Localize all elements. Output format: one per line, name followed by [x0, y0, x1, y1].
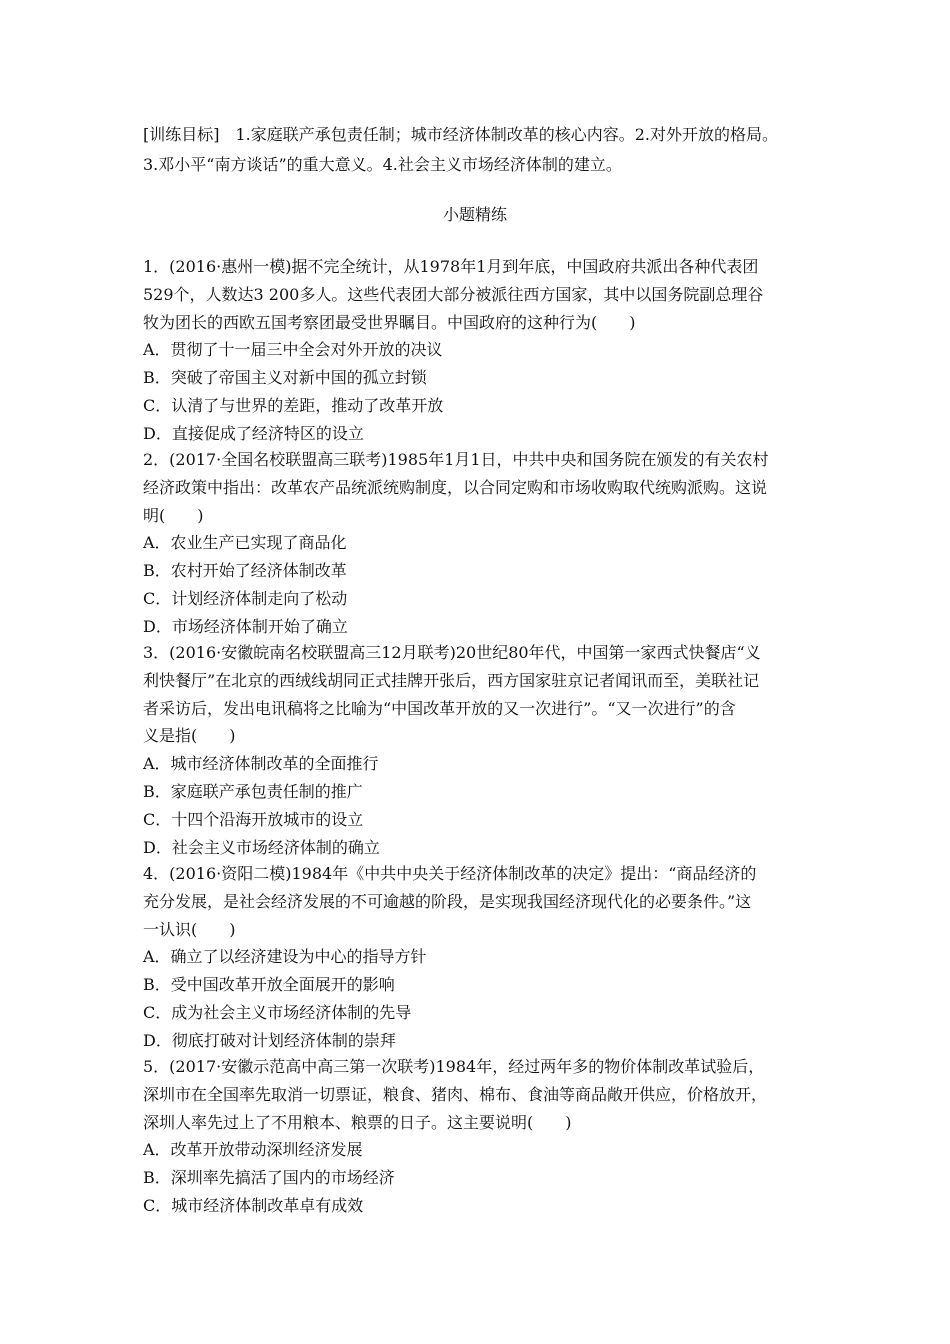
question-3	[143, 643, 823, 865]
option-b: B．受中国改革开放全面展开的影响	[143, 975, 395, 995]
question-stem-line: 经济政策中指出：改革农产品统派统购制度，以合同定购和市场收购取代统购派购。这说	[143, 477, 768, 497]
option-d: D．彻底打破对计划经济体制的崇拜	[143, 1030, 396, 1050]
option-a: A．改革开放带动深圳经济发展	[143, 1140, 363, 1160]
option-b: B．农村开始了经济体制改革	[143, 561, 347, 581]
question-stem-line: 4．(2016·资阳二模)1984年《中共中央关于经济体制改革的决定》提出：“商品经济的	[143, 864, 757, 883]
question-stem-line: 1．(2016·惠州一模)据不完全统计，从1978年1月到年底，中国政府共派出各种代表团	[143, 257, 759, 276]
option-c: C．计划经济体制走向了松动	[143, 588, 348, 608]
option-d: D．社会主义市场经济体制的确立	[143, 837, 380, 857]
option-c: C．城市经济体制改革卓有成效	[143, 1195, 364, 1215]
question-stem-line: 牧为团长的西欧五国考察团最受世界瞩目。中国政府的这种行为( )	[143, 312, 636, 332]
question-stem-line: 利快餐厅”在北京的西绒线胡同正式挂牌开张后，西方国家驻京记者闻讯而至，美联社记	[143, 670, 760, 690]
training-goals-line-2: 3.邓小平“南方谈话”的重大意义。4.社会主义市场经济体制的建立。	[143, 155, 622, 174]
question-5	[143, 1057, 823, 1224]
question-stem-line: 深圳市在全国率先取消一切票证，粮食、猪肉、棉布、食油等商品敞开供应，价格放开，	[143, 1084, 768, 1104]
question-stem-line: 义是指( )	[143, 726, 236, 746]
question-stem-line: 者采访后，发出电讯稿将之比喻为“中国改革开放的又一次进行”。“又一次进行”的含	[143, 698, 736, 718]
option-d: D．市场经济体制开始了确立	[143, 616, 348, 636]
question-stem-line: 明( )	[143, 505, 204, 525]
question-stem-line: 5．(2017·安徽示范高中高三第一次联考)1984年，经过两年多的物价体制改革试验后，	[143, 1057, 765, 1076]
option-c: C．成为社会主义市场经济体制的先导	[143, 1002, 412, 1022]
question-stem-line: 深圳人率先过上了不用粮本、粮票的日子。这主要说明( )	[143, 1112, 572, 1132]
option-a: A．城市经济体制改革的全面推行	[143, 754, 379, 774]
option-b: B．家庭联产承包责任制的推广	[143, 781, 363, 801]
question-stem-line: 3．(2016·安徽皖南名校联盟高三12月联考)20世纪80年代，中国第一家西式快餐店“义	[143, 643, 761, 662]
section-title: 小题精练	[442, 205, 507, 224]
option-a: A．贯彻了十一届三中全会对外开放的决议	[143, 340, 443, 360]
option-c: C．十四个沿海开放城市的设立	[143, 809, 364, 829]
question-stem-line: 充分发展，是社会经济发展的不可逾越的阶段，是实现我国经济现代化的必要条件。”这	[143, 891, 752, 911]
question-1	[143, 257, 823, 452]
option-c: C．认清了与世界的差距，推动了改革开放	[143, 395, 444, 415]
option-a: A．农业生产已实现了商品化	[143, 533, 347, 553]
question-4	[143, 864, 823, 1059]
option-a: A．确立了以经济建设为中心的指导方针	[143, 947, 427, 967]
option-b: B．突破了帝国主义对新中国的孤立封锁	[143, 368, 427, 388]
option-d: D．直接促成了经济特区的设立	[143, 423, 364, 443]
training-goals-line-1: [训练目标] 1.家庭联产承包责任制；城市经济体制改革的核心内容。2.对外开放的格局。	[143, 125, 779, 144]
question-stem-line: 一认识( )	[143, 919, 236, 939]
option-b: B．深圳率先搞活了国内的市场经济	[143, 1168, 395, 1188]
question-stem-line: 2．(2017·全国名校联盟高三联考)1985年1月1日，中共中央和国务院在颁发的有关农村	[143, 450, 769, 469]
question-stem-line: 529个，人数达3 200多人。这些代表团大部分被派往西方国家，其中以国务院副总理谷	[143, 284, 764, 304]
question-2	[143, 450, 823, 645]
